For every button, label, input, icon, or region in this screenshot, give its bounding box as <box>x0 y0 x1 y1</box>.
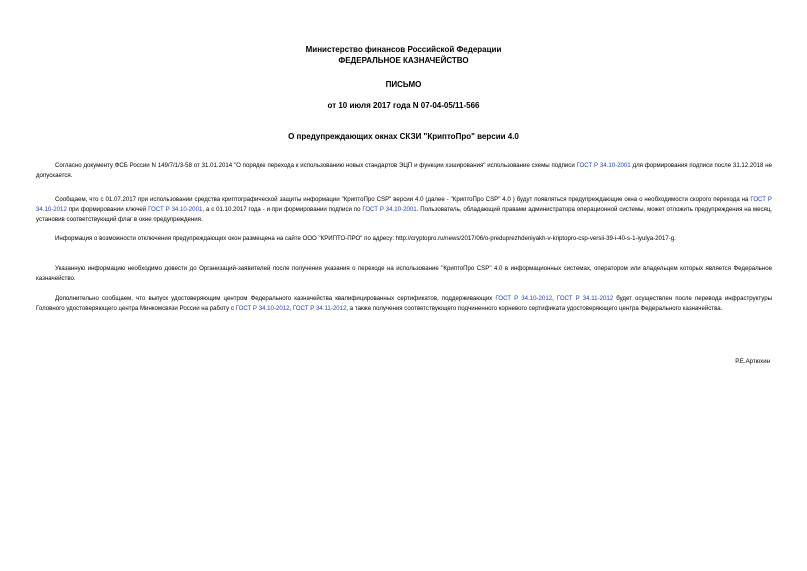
paragraph-text: . Пользователь, обладающий правами администратора операционной системы, может отложить предупреждения на месяц, установив соответствующий флаг в окне предупреждения. <box>36 206 772 223</box>
paragraph-text: , <box>289 305 293 312</box>
paragraph-5 <box>36 294 772 314</box>
paragraph-text: Информация о возможности отключения предупреждающих окон размещена на сайте ООО "КРИПТО-ПРО" по адресу: http://cryptopro.ru/news/2017/06/o-preduprezhdeniyakh-v-kriptopro-csp-versii-39-i-40-s-1-iyulya-2017-g. <box>55 235 676 242</box>
paragraph-text: при формировании ключей <box>66 206 149 213</box>
gost-link[interactable]: ГОСТ Р 34.10-2012 <box>235 305 290 312</box>
paragraph-2 <box>36 195 772 225</box>
gost-link[interactable]: ГОСТ Р 34.10-2001 <box>362 206 417 213</box>
paragraph-text: для формирования подписи после 31.12.2018 не допускается. <box>36 162 772 179</box>
paragraph-1 <box>36 161 772 181</box>
treasury-heading: ФЕДЕРАЛЬНОЕ КАЗНАЧЕЙСТВО <box>338 56 469 65</box>
gost-link[interactable]: ГОСТ Р 34.11-2012 <box>292 305 347 312</box>
paragraph-text: , <box>552 295 557 302</box>
paragraph-3 <box>36 234 772 244</box>
gost-link[interactable]: ГОСТ Р 34.11-2012 <box>556 295 614 302</box>
paragraph-text: Указанную информацию необходимо довести до Организаций-заявителей после получения указания о переходе на использование "КриптоПро CSP" 4.0 в информационных системах, оператором или владельцем которых является Федеральное казначейство. <box>36 265 772 282</box>
paragraph-text: , а также получения соответствующего подчиненного корневого сертификата удостоверяющего центра Федерального казначейства. <box>346 305 723 312</box>
gost-link[interactable]: ГОСТ Р 34.10-2001 <box>576 162 631 169</box>
paragraph-text: Согласно документу ФСБ России N 149/7/1/3-58 от 31.01.2014 "О порядке перехода к использованию новых стандартов ЭЦП и функции хэширования" использование схемы подписи <box>55 162 577 169</box>
subject-heading: О предупреждающих окнах СКЗИ "КриптоПро" версии 4.0 <box>288 132 519 141</box>
gost-link[interactable]: ГОСТ Р 34.10-2012 <box>495 295 553 302</box>
paragraph-text: Дополнительно сообщаем, что выпуск удостоверяющим центром Федерального казначейства квалифицированных сертификатов, поддерживающих <box>55 295 496 302</box>
gost-link[interactable]: ГОСТ Р 34.10-2001 <box>148 206 203 213</box>
document-type-heading: ПИСЬМО <box>385 80 422 89</box>
paragraph-text: Сообщаем, что с 01.07.2017 при использовании средства криптографической защиты информации "КриптоПро CSP" версии 4.0 (далее - "КриптоПро CSP" 4.0 ) будут появляться предупреждающие окна о необходимости скорого перехода на <box>55 196 751 203</box>
paragraph-text: , а с 01.10.2017 года - и при формировании подписи по <box>202 206 363 213</box>
signature: Р.Е.Артюхин <box>735 358 770 365</box>
paragraph-4 <box>36 264 772 284</box>
date-number-heading: от 10 июля 2017 года N 07-04-05/11-566 <box>327 101 480 110</box>
ministry-heading: Министерство финансов Российской Федерации <box>305 45 502 54</box>
paragraph-text: будет осуществлен после перевода инфраструктуры Головного удостоверяющего центра Минкомсвязи России на работу с <box>36 295 772 312</box>
gost-link[interactable]: ГОСТ Р 34.10-2012 <box>36 196 772 213</box>
